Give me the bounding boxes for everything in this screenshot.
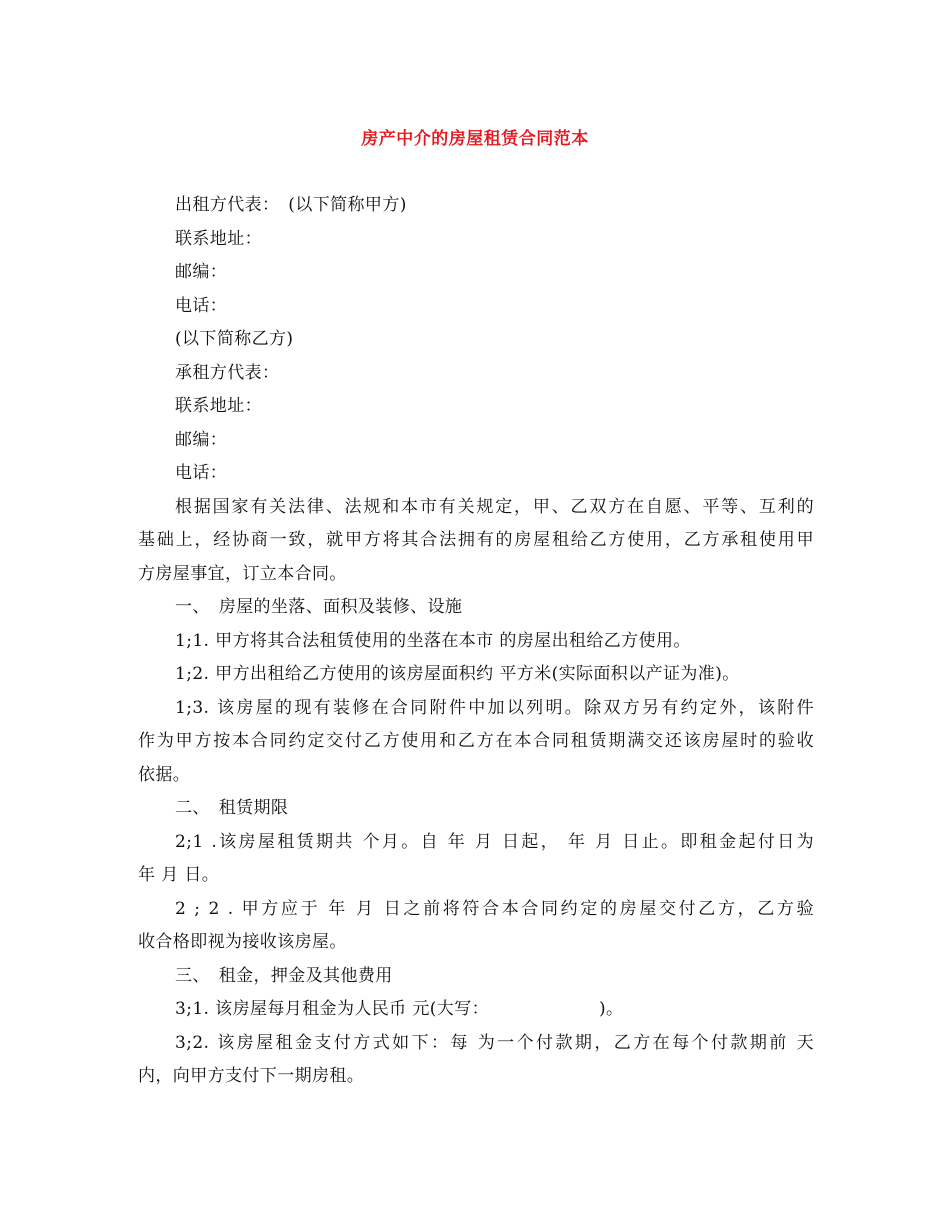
clause-3-2-line: 内，向甲方支付下一期房租。 xyxy=(138,1066,365,1086)
clause-1-2: 1;2. 甲方出租给乙方使用的该房屋面积约 平方米(实际面积以产证为准)。 xyxy=(175,664,740,684)
document-body xyxy=(138,189,814,1094)
party-a-label: 出租方代表： (以下简称甲方) xyxy=(175,195,407,215)
clause-2-2-line: 2 ; 2 . 甲方应于 年 月 日之前将符合本合同约定的房屋交付乙方，乙方验 xyxy=(175,898,814,919)
party-b-postcode: 邮编： xyxy=(175,429,228,450)
party-a-postcode: 邮编： xyxy=(175,262,228,282)
document-title: 房产中介的房屋租赁合同范本 xyxy=(361,129,589,149)
section-1-heading: 一、 房屋的坐落、面积及装修、设施 xyxy=(175,597,463,617)
clause-2-1-line: 2;1 .该房屋租赁期共 个月。自 年 月 日起， 年 月 日止。即租金起付日为 xyxy=(175,831,814,852)
party-a-phone: 电话： xyxy=(175,295,228,316)
party-b-phone: 电话： xyxy=(175,463,228,483)
clause-1-3-line: 作为甲方按本合同约定交付乙方使用和乙方在本合同租赁期满交还该房屋时的验收 xyxy=(138,731,814,751)
clause-3-1-text: 3;1. 该房屋每月租金为人民币 元(大写： xyxy=(175,999,490,1019)
clause-1-1: 1;1. 甲方将其合法租赁使用的坐落在本市 的房屋出租给乙方使用。 xyxy=(175,630,691,651)
clause-3-1 xyxy=(138,993,814,1027)
party-b-label: 承租方代表： xyxy=(175,362,280,383)
preamble-line: 方房屋事宜，订立本合同。 xyxy=(138,563,347,584)
section-3-heading: 三、 租金，押金及其他费用 xyxy=(175,965,393,986)
preamble-line: 基础上，经协商一致，就甲方将其合法拥有的房屋租给乙方使用，乙方承租使用甲 xyxy=(138,530,814,550)
party-b-short: (以下简称乙方) xyxy=(175,329,294,349)
clause-1-3-line: 依据。 xyxy=(138,764,191,785)
section-2-heading: 二、 租赁期限 xyxy=(175,798,289,818)
clause-3-1-close: )。 xyxy=(599,999,624,1019)
clause-3-2-line: 3;2. 该房屋租金支付方式如下：每 为一个付款期，乙方在每个付款期前 天 xyxy=(175,1032,814,1053)
clause-2-2-line: 收合格即视为接收该房屋。 xyxy=(138,932,347,952)
party-b-address: 联系地址： xyxy=(175,396,262,416)
clause-1-3-line: 1;3. 该房屋的现有装修在合同附件中加以列明。除双方另有约定外，该附件 xyxy=(175,697,814,718)
preamble-line: 根据国家有关法律、法规和本市有关规定，甲、乙双方在自愿、平等、互利的 xyxy=(175,496,814,517)
party-a-address: 联系地址： xyxy=(175,228,262,249)
clause-2-1-line: 年 月 日。 xyxy=(138,865,220,885)
